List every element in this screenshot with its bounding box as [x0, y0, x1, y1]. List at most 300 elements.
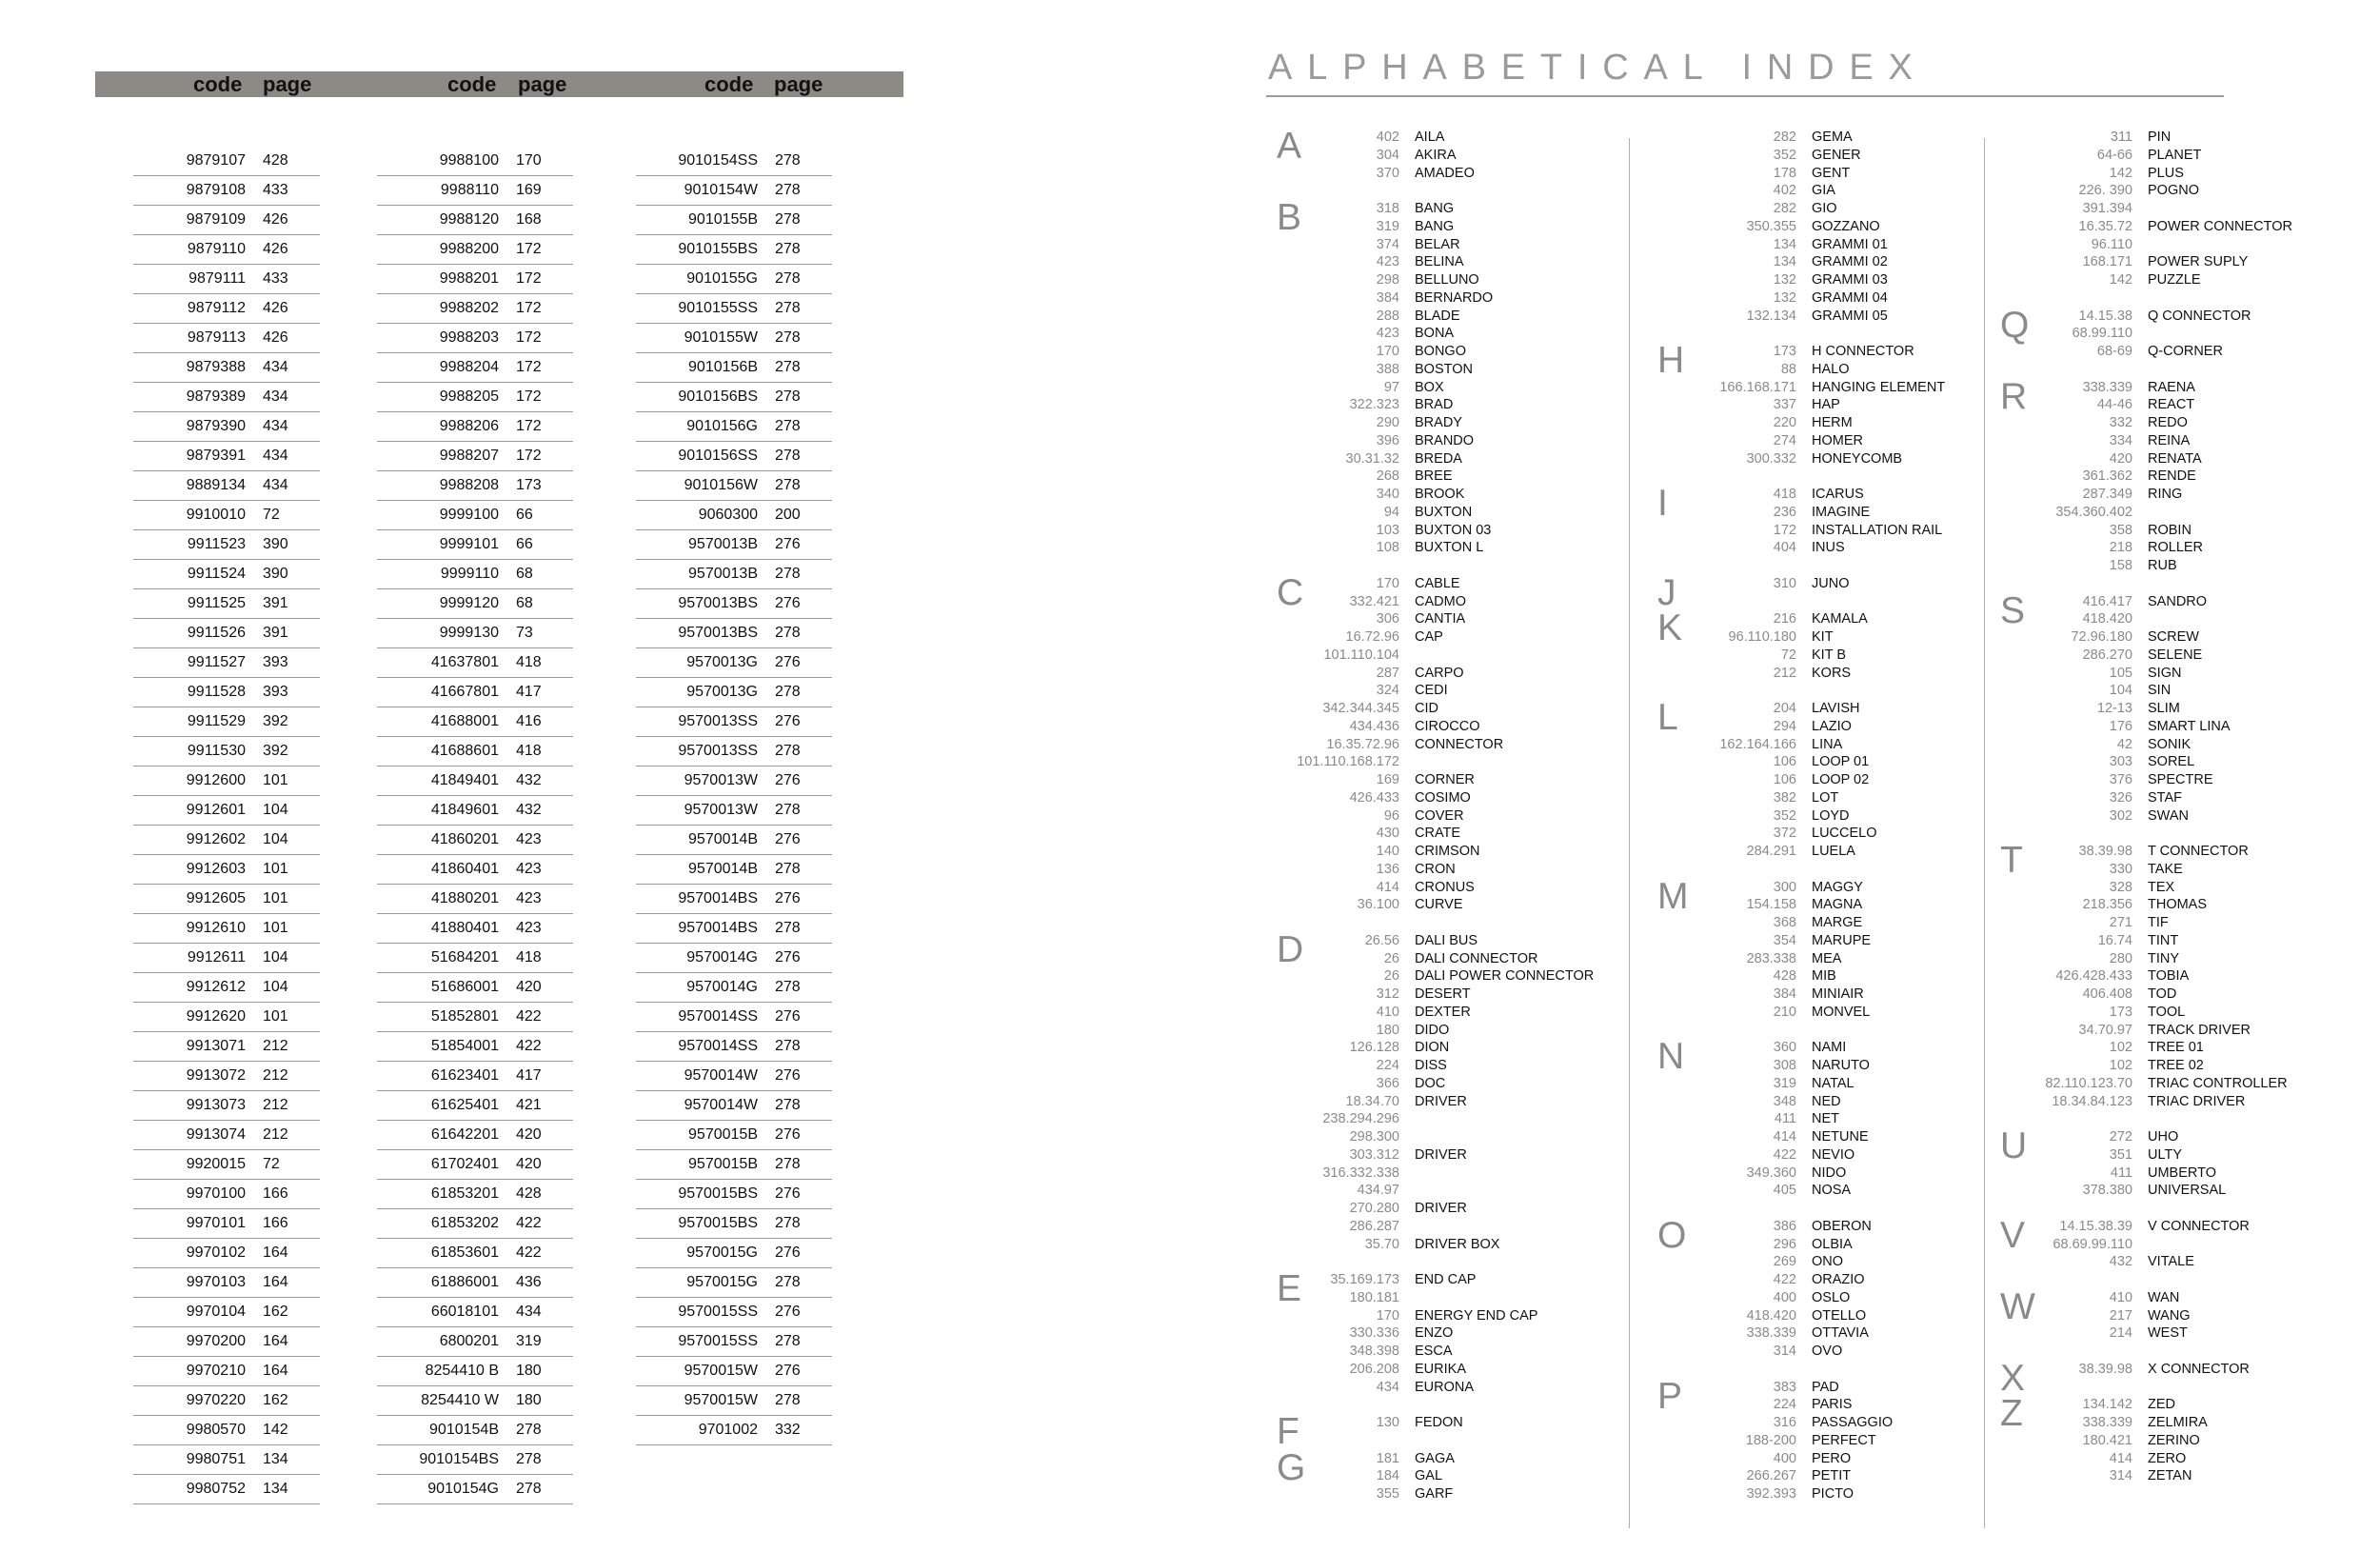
entry-pages: 210: [1773, 1004, 1796, 1020]
code-row: [133, 294, 320, 324]
entry-name: BANG: [1415, 201, 1455, 216]
page-number: 172: [516, 329, 542, 346]
page-number: 276: [775, 831, 801, 847]
product-code: 9570013SS: [678, 743, 758, 759]
code-row: [377, 678, 573, 707]
index-entry: [1885, 879, 2380, 897]
section-letter: T: [2000, 840, 2023, 881]
entry-pages: 176: [2109, 718, 2132, 734]
product-code: 9879388: [186, 359, 246, 375]
page-number: 422: [516, 1244, 542, 1261]
page-number: 170: [516, 152, 542, 169]
entry-pages: 426.428.433: [2055, 968, 2132, 985]
code-row: [133, 1003, 320, 1032]
code-row: [377, 147, 573, 176]
index-entry: [1885, 1039, 2380, 1057]
product-code: 9999110: [440, 566, 499, 582]
index-entry: [1885, 1253, 2380, 1271]
section-letter: F: [1277, 1411, 1299, 1452]
entry-pages: 97: [1383, 379, 1399, 395]
product-code: 9570014B: [688, 831, 758, 847]
product-code: 9879389: [186, 388, 246, 405]
entry-name: PERO: [1812, 1450, 1852, 1466]
entry-name: DRIVER: [1415, 1093, 1467, 1109]
entry-pages: 396: [1376, 432, 1399, 448]
code-row: [377, 501, 573, 530]
product-code: 9912605: [186, 890, 246, 906]
page-number: 278: [775, 1156, 801, 1172]
code-row: [377, 1475, 573, 1504]
section-letter: L: [1657, 697, 1678, 738]
entry-pages: 361.362: [2082, 468, 2132, 485]
entry-pages: 140: [1376, 844, 1399, 859]
entry-pages: 414: [1773, 1129, 1796, 1145]
entry-pages: 334: [2109, 432, 2132, 448]
entry-name: CURVE: [1415, 897, 1463, 913]
entry-pages: 286.287: [1349, 1218, 1399, 1234]
entry-name: TOOL: [2148, 1004, 2186, 1020]
index-entry: [1885, 379, 2380, 397]
entry-pages: 348.398: [1349, 1344, 1399, 1359]
index-entry: [1885, 486, 2380, 504]
product-code: 9010156SS: [678, 448, 758, 464]
entry-name: VITALE: [2148, 1254, 2194, 1270]
product-code: 9570014G: [686, 979, 758, 995]
section-letter: K: [1657, 607, 1683, 649]
entry-pages: 314: [1773, 1344, 1796, 1359]
code-row: [377, 914, 573, 944]
entry-name: NIDO: [1812, 1165, 1847, 1181]
entry-name: TIF: [2148, 915, 2169, 930]
entry-pages: 423: [1376, 326, 1399, 342]
entry-pages: 94: [1383, 504, 1399, 520]
product-code: 41637801: [430, 654, 499, 670]
entry-name: TOD: [2148, 986, 2177, 1002]
entry-pages: 416.417: [2082, 593, 2132, 609]
section-letter: D: [1277, 928, 1304, 970]
entry-pages: 434.97: [1357, 1183, 1399, 1199]
entry-name: ROLLER: [2148, 540, 2204, 556]
index-entry: [1885, 1450, 2380, 1468]
page-number: 433: [263, 270, 288, 287]
entry-name: GRAMMI 02: [1812, 254, 1888, 270]
code-row: [636, 1032, 832, 1062]
code-row: [636, 767, 832, 796]
index-entry: [1885, 628, 2380, 647]
entry-name: GRAMMI 03: [1812, 272, 1888, 288]
entry-pages: 105: [2109, 665, 2132, 681]
entry-name: LOOP 02: [1812, 772, 1870, 787]
code-row: [636, 353, 832, 383]
entry-pages: 101.110.168.172: [1297, 754, 1399, 770]
entry-name: AKIRA: [1415, 147, 1457, 163]
entry-pages: 126.128: [1349, 1040, 1399, 1056]
page-number: 278: [775, 418, 801, 434]
index-entry: [1885, 1182, 2380, 1200]
entry-name: GRAMMI 05: [1812, 308, 1888, 324]
product-code: 9570014BS: [678, 890, 758, 906]
index-entry: [1885, 182, 2380, 200]
page-number: 172: [516, 418, 542, 434]
page-number: 276: [775, 1126, 801, 1143]
code-row: [636, 1357, 832, 1386]
entry-name: Q-CORNER: [2148, 344, 2223, 359]
code-row: [377, 353, 573, 383]
index-entry: [1885, 522, 2380, 540]
entry-name: KORS: [1812, 665, 1852, 681]
product-code: 9010154BS: [419, 1451, 499, 1467]
entry-pages: 96: [1383, 807, 1399, 824]
entry-pages: 26: [1383, 950, 1399, 966]
index-entry: [1885, 843, 2380, 861]
entry-name: BONGO: [1415, 344, 1466, 359]
product-code: 9988201: [439, 270, 499, 287]
entry-pages: 16.74: [2097, 932, 2132, 948]
code-row: [636, 796, 832, 826]
page-number: 180: [516, 1392, 542, 1408]
entry-pages: 132: [1773, 289, 1796, 306]
code-row: [636, 1327, 832, 1357]
entry-name: TREE 02: [2148, 1058, 2204, 1073]
page-number: 278: [775, 329, 801, 346]
product-code: 9570013W: [684, 772, 758, 788]
product-code: 9879391: [186, 448, 246, 464]
page-number: 172: [516, 359, 542, 375]
product-code: 9060300: [698, 507, 758, 523]
product-code: 61642201: [430, 1126, 499, 1143]
entry-pages: 218.356: [2082, 897, 2132, 913]
code-row: [133, 944, 320, 973]
entry-name: CIROCCO: [1415, 718, 1480, 734]
entry-name: COSIMO: [1415, 789, 1471, 806]
code-row: [636, 1209, 832, 1239]
entry-pages: 68-69: [2096, 344, 2132, 359]
index-entry: [1885, 718, 2380, 736]
entry-pages: 319: [1773, 1075, 1796, 1091]
entry-name: OBERON: [1812, 1218, 1872, 1234]
product-code: 9570014BS: [678, 920, 758, 936]
page-number: 278: [775, 152, 801, 169]
entry-pages: 68.99.110: [2072, 326, 2132, 342]
code-row: [133, 442, 320, 471]
page-number: 433: [263, 182, 288, 198]
code-row: [377, 412, 573, 442]
entry-pages: 284.291: [1746, 844, 1796, 859]
code-row: [133, 767, 320, 796]
product-code: 41688001: [430, 713, 499, 729]
entry-pages: 217: [2109, 1307, 2132, 1324]
entry-name: NED: [1812, 1093, 1841, 1109]
page-number: 428: [263, 152, 288, 169]
page-number: 434: [263, 359, 288, 375]
entry-name: LAZIO: [1812, 718, 1852, 734]
index-entry: [1885, 610, 2380, 628]
product-code: 9912620: [186, 1008, 246, 1025]
index-entry: [1549, 361, 2120, 379]
entry-pages: 184: [1376, 1468, 1399, 1484]
entry-pages: 430: [1376, 826, 1399, 842]
product-code: 9970101: [186, 1215, 246, 1231]
entry-pages: 173: [2109, 1004, 2132, 1020]
code-row: [377, 1239, 573, 1268]
entry-pages: 332.421: [1349, 593, 1399, 609]
entry-pages: 411: [2110, 1165, 2132, 1181]
page-number: 164: [263, 1244, 288, 1261]
entry-pages: 374: [1376, 236, 1399, 252]
entry-pages: 236: [1773, 504, 1796, 520]
page-number: 276: [775, 949, 801, 966]
code-row: [133, 826, 320, 855]
code-row: [636, 560, 832, 589]
code-row: [133, 1091, 320, 1121]
entry-name: CRONUS: [1415, 879, 1475, 895]
entry-name: TREE 01: [2148, 1040, 2204, 1056]
code-column: [377, 147, 573, 1504]
entry-name: FEDON: [1415, 1415, 1463, 1430]
entry-name: GENER: [1812, 147, 1861, 163]
entry-pages: 330: [2109, 861, 2132, 877]
code-row: [377, 1150, 573, 1180]
entry-pages: 280: [2109, 950, 2132, 966]
entry-pages: 26.56: [1364, 932, 1399, 948]
product-code: 9911524: [187, 566, 246, 582]
product-code: 9570013W: [684, 802, 758, 818]
entry-pages: 388: [1376, 361, 1399, 377]
product-code: 61623401: [430, 1067, 499, 1084]
index-entry: [1549, 289, 2120, 308]
product-code: 41880401: [430, 920, 499, 936]
code-row: [133, 1239, 320, 1268]
product-code: 9911530: [187, 743, 246, 759]
entry-pages: 368: [1773, 915, 1796, 930]
code-row: [636, 206, 832, 235]
entry-pages: 326: [2109, 789, 2132, 806]
entry-pages: 298: [1376, 272, 1399, 288]
product-code: 9970200: [186, 1333, 246, 1349]
page-number: 434: [516, 1304, 542, 1320]
page-number: 276: [775, 654, 801, 670]
page-number: 172: [516, 300, 542, 316]
page-number: 426: [263, 211, 288, 228]
entry-pages: 30.31.32: [1345, 450, 1399, 467]
index-entry: [1549, 1485, 2120, 1503]
page-number: 278: [775, 1097, 801, 1113]
product-code: 9988202: [439, 300, 499, 316]
index-entry: [1152, 593, 1723, 611]
entry-name: OTELLO: [1812, 1307, 1867, 1324]
index-entry: [1885, 504, 2380, 522]
page-number: 200: [775, 507, 801, 523]
entry-name: SMART LINA: [2148, 718, 2231, 734]
entry-name: CADMO: [1415, 593, 1466, 609]
product-code: 9570015G: [686, 1244, 758, 1261]
entry-name: HANGING ELEMENT: [1812, 379, 1946, 395]
entry-name: BROOK: [1415, 487, 1465, 502]
code-row: [636, 737, 832, 767]
code-row: [133, 1357, 320, 1386]
page-number: 423: [516, 890, 542, 906]
entry-pages: 414: [2109, 1450, 2132, 1466]
alphabetical-index-title: ALPHABETICAL INDEX: [1268, 48, 1928, 88]
section-letter: X: [2000, 1357, 2026, 1399]
entry-pages: 405: [1773, 1183, 1796, 1199]
page-number: 72: [263, 507, 280, 523]
page-header-label: page: [518, 72, 567, 96]
entry-pages: 400: [1773, 1289, 1796, 1305]
entry-pages: 173: [1773, 344, 1796, 359]
entry-name: GARF: [1415, 1486, 1454, 1502]
page-number: 417: [516, 1067, 542, 1084]
page-number: 422: [516, 1038, 542, 1054]
entry-name: BANG: [1415, 218, 1455, 234]
product-code: 9913074: [186, 1126, 246, 1143]
code-row: [377, 176, 573, 206]
code-row: [133, 678, 320, 707]
entry-pages: 303.312: [1349, 1146, 1399, 1163]
entry-name: PIN: [2148, 129, 2172, 145]
page-number: 426: [263, 300, 288, 316]
entry-name: CONNECTOR: [1415, 736, 1504, 752]
entry-pages: 426.433: [1349, 789, 1399, 806]
entry-name: SIN: [2148, 683, 2172, 699]
entry-pages: 272: [2109, 1129, 2132, 1145]
product-code: 9970220: [186, 1392, 246, 1408]
section-letter: P: [1657, 1375, 1683, 1417]
code-column: [133, 147, 320, 1504]
entry-name: NARUTO: [1812, 1058, 1870, 1073]
index-entry: [1885, 682, 2380, 700]
product-code: 41849601: [430, 802, 499, 818]
entry-pages: 290: [1376, 415, 1399, 430]
index-entry: [1885, 950, 2380, 968]
page-number: 278: [775, 861, 801, 877]
code-header-label: code: [704, 72, 754, 96]
entry-pages: 418: [1773, 487, 1796, 502]
entry-name: PERFECT: [1812, 1432, 1876, 1448]
product-code: 9570015G: [686, 1274, 758, 1290]
entry-pages: 404: [1773, 540, 1796, 556]
entry-name: NETUNE: [1812, 1129, 1869, 1145]
code-row: [636, 176, 832, 206]
product-code: 9570014G: [686, 949, 758, 966]
index-entry: [1885, 647, 2380, 665]
index-entry: [1885, 1307, 2380, 1325]
entry-name: END CAP: [1415, 1272, 1477, 1287]
entry-name: ICARUS: [1812, 487, 1864, 502]
entry-name: BELAR: [1415, 236, 1460, 252]
page-number: 393: [263, 654, 288, 670]
entry-pages: 168.171: [2082, 254, 2132, 270]
entry-name: ENERGY END CAP: [1415, 1307, 1538, 1324]
entry-name: GAL: [1415, 1468, 1443, 1484]
entry-pages: 101.110.104: [1323, 647, 1399, 663]
entry-pages: 26: [1383, 968, 1399, 985]
entry-pages: 422: [1773, 1146, 1796, 1163]
page-number: 168: [516, 211, 542, 228]
entry-name: HERM: [1812, 415, 1853, 430]
code-row: [133, 235, 320, 265]
code-row: [636, 648, 832, 678]
page-number: 416: [516, 713, 542, 729]
page-number: 278: [516, 1481, 542, 1497]
entry-name: LUCCELO: [1812, 826, 1877, 842]
product-code: 9010156W: [684, 477, 758, 493]
page-number: 392: [263, 743, 288, 759]
entry-pages: 18.34.70: [1345, 1093, 1399, 1109]
entry-pages: 216: [1773, 611, 1796, 627]
entry-name: DIDO: [1415, 1022, 1450, 1038]
entry-pages: 319: [1376, 218, 1399, 234]
entry-name: BOSTON: [1415, 361, 1473, 377]
section-letter: B: [1277, 197, 1302, 238]
index-entry: [1549, 575, 2120, 593]
code-row: [377, 294, 573, 324]
entry-name: BERNARDO: [1415, 289, 1494, 306]
product-code: 6800201: [439, 1333, 499, 1349]
entry-pages: 342.344.345: [1322, 701, 1399, 716]
entry-name: CANTIA: [1415, 611, 1466, 627]
entry-pages: 434.436: [1349, 718, 1399, 734]
entry-name: PASSAGGIO: [1812, 1415, 1894, 1430]
product-code: 9912611: [187, 949, 246, 966]
entry-name: TOBIA: [2148, 968, 2190, 985]
section-letter: N: [1657, 1036, 1685, 1078]
code-row: [377, 1091, 573, 1121]
entry-pages: 420: [2109, 450, 2132, 467]
entry-pages: 169: [1376, 772, 1399, 787]
entry-name: LOYD: [1812, 807, 1850, 824]
page-number: 278: [775, 684, 801, 700]
entry-pages: 170: [1376, 344, 1399, 359]
entry-pages: 337: [1773, 397, 1796, 413]
page-number: 276: [775, 713, 801, 729]
entry-name: DOC: [1415, 1075, 1446, 1091]
entry-name: CORNER: [1415, 772, 1475, 787]
entry-name: SWAN: [2148, 807, 2189, 824]
code-row: [133, 1268, 320, 1298]
product-code: 9010155G: [686, 270, 758, 287]
entry-pages: 298.300: [1349, 1129, 1399, 1145]
code-row: [133, 1150, 320, 1180]
product-code: 9010155BS: [678, 241, 758, 257]
entry-name: GEMA: [1812, 129, 1853, 145]
entry-pages: 142: [2109, 272, 2132, 288]
code-row: [377, 265, 573, 294]
code-row: [133, 1180, 320, 1209]
entry-name: RING: [2148, 487, 2183, 502]
entry-name: JUNO: [1812, 575, 1850, 591]
entry-name: ZETAN: [2148, 1468, 2192, 1484]
entry-name: LOT: [1812, 789, 1839, 806]
index-entry: [1885, 325, 2380, 343]
page-number: 436: [516, 1274, 542, 1290]
product-code: 41860401: [430, 861, 499, 877]
index-entry: [1885, 539, 2380, 557]
code-row: [636, 501, 832, 530]
entry-pages: 282: [1773, 201, 1796, 216]
product-code: 9999130: [439, 625, 499, 641]
entry-pages: 316.332.338: [1322, 1165, 1399, 1181]
product-code: 9988200: [439, 241, 499, 257]
code-row: [377, 944, 573, 973]
code-row: [133, 176, 320, 206]
index-entry: [1885, 308, 2380, 326]
page-number: 66: [516, 536, 533, 552]
product-code: 9879113: [187, 329, 246, 346]
product-code: 9570013BS: [678, 595, 758, 611]
product-code: 9010154W: [684, 182, 758, 198]
code-row: [133, 796, 320, 826]
